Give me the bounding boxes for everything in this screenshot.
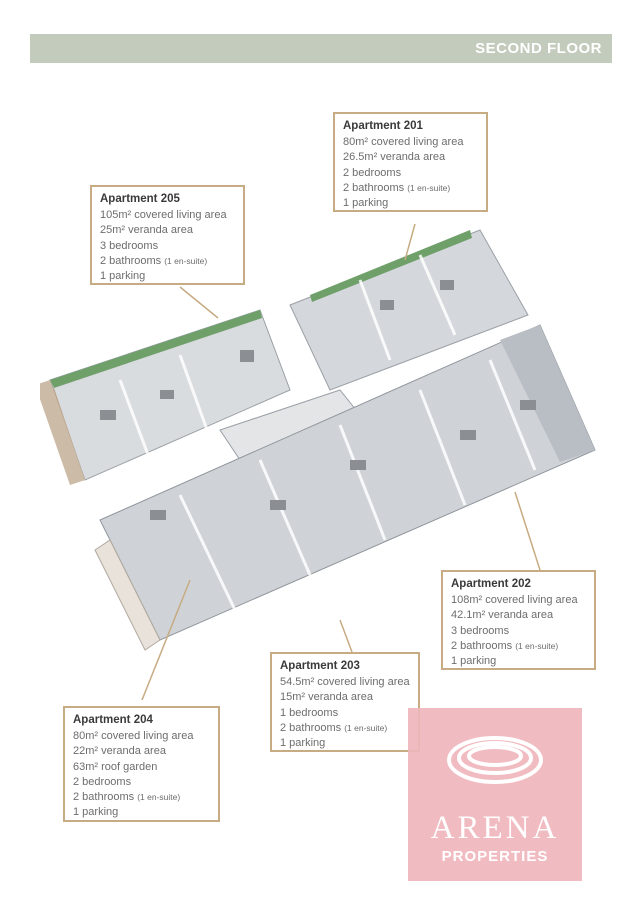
apartment-201-card: [333, 112, 488, 212]
bedrooms: 2 bedrooms: [343, 166, 402, 179]
covered-area: 108m² covered living area: [451, 594, 578, 607]
apartment-title: Apartment 202: [451, 578, 531, 590]
logo-subtitle: PROPERTIES: [441, 848, 549, 865]
apartment-203-card: [270, 652, 420, 752]
covered-area: 105m² covered living area: [100, 209, 227, 222]
bedrooms: 2 bedrooms: [73, 775, 132, 788]
apartment-title: Apartment 204: [73, 714, 153, 726]
bedrooms: 3 bedrooms: [451, 624, 510, 637]
apartment-202-card: [441, 570, 596, 670]
floor-title: SECOND FLOOR: [475, 40, 602, 57]
covered-area: 80m² covered living area: [73, 730, 194, 743]
veranda-area: 25m² veranda area: [100, 224, 193, 237]
bathrooms: 2 bathrooms (1 en-suite): [343, 181, 451, 194]
covered-area: 54.5m² covered living area: [280, 676, 410, 689]
apartment-title: Apartment 201: [343, 120, 423, 132]
apartment-204-card: [63, 706, 220, 822]
apartment-title: Apartment 203: [280, 660, 360, 672]
arena-logo: [408, 708, 582, 881]
roof-garden: 63m² roof garden: [73, 760, 158, 773]
veranda-area: 42.1m² veranda area: [451, 609, 554, 622]
bathrooms: 2 bathrooms (1 en-suite): [451, 639, 559, 652]
veranda-area: 15m² veranda area: [280, 691, 373, 704]
bathrooms: 2 bathrooms (1 en-suite): [280, 721, 388, 734]
covered-area: 80m² covered living area: [343, 136, 464, 149]
bathrooms: 2 bathrooms (1 en-suite): [100, 254, 208, 267]
veranda-area: 22m² veranda area: [73, 745, 166, 758]
rings-icon: [408, 708, 582, 808]
parking: 1 parking: [343, 197, 389, 210]
parking: 1 parking: [100, 270, 146, 283]
logo-word: ARENA: [430, 810, 560, 846]
floor-banner: [30, 34, 612, 63]
parking: 1 parking: [73, 806, 119, 819]
apartment-title: Apartment 205: [100, 193, 180, 205]
bedrooms: 3 bedrooms: [100, 239, 159, 252]
parking: 1 parking: [280, 737, 326, 750]
apartment-205-card: [90, 185, 245, 285]
veranda-area: 26.5m² veranda area: [343, 151, 446, 164]
parking: 1 parking: [451, 655, 497, 668]
bathrooms: 2 bathrooms (1 en-suite): [73, 791, 181, 804]
bedrooms: 1 bedrooms: [280, 706, 339, 719]
